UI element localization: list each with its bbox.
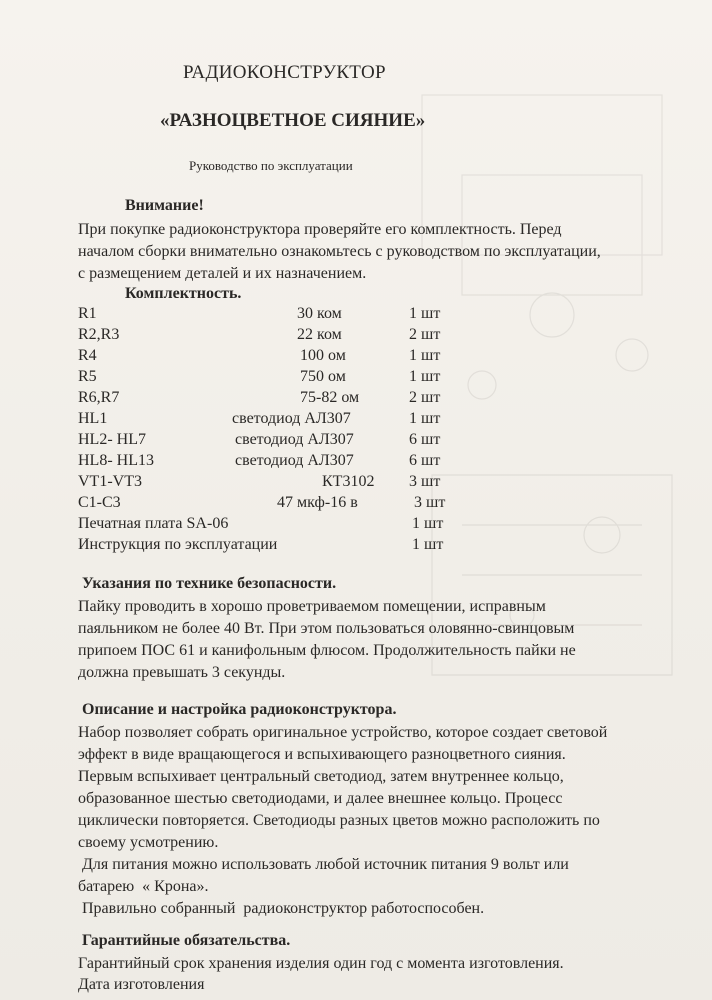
kit-item-name: Печатная плата SA-06 <box>78 515 229 532</box>
kit-row <box>0 368 712 390</box>
kit-item-qty: 3 шт <box>409 473 441 490</box>
kit-row <box>0 431 712 453</box>
kit-item-qty: 2 шт <box>409 326 441 343</box>
kit-item-qty: 3 шт <box>414 494 446 511</box>
kit-row <box>0 389 712 411</box>
description-line: Первым вспыхивает центральный светодиод, затем внутреннее кольцо, <box>78 768 564 785</box>
attention-line: началом сборки внимательно ознакомьтесь с руководством по эксплуатации, <box>78 243 601 260</box>
safety-line: Пайку проводить в хорошо проветриваемом помещении, исправным <box>78 598 546 615</box>
kit-item-name: Инструкция по эксплуатации <box>78 536 278 553</box>
safety-line: паяльником не более 40 Вт. При этом пользоваться оловянно-свинцовым <box>78 620 575 637</box>
kit-item-name: C1-C3 <box>78 494 121 511</box>
description-line: Правильно собранный радиоконструктор работоспособен. <box>78 900 485 917</box>
kit-row <box>0 305 712 327</box>
product-name: «РАЗНОЦВЕТНОЕ СИЯНИЕ» <box>160 110 426 131</box>
description-line: эффект в виде вращающегося и вспыхивающего разноцветного сияния. <box>78 746 566 763</box>
description-line: Для питания можно использовать любой источник питания 9 вольт или <box>78 856 569 873</box>
kit-item-name: VT1-VT3 <box>78 473 142 490</box>
description-line: своему усмотрению. <box>78 834 219 851</box>
kit-item-value: 22 ком <box>297 326 342 343</box>
kit-item-qty: 1 шт <box>409 410 441 427</box>
kit-item-name: HL8- HL13 <box>78 452 154 469</box>
kit-item-value: 30 ком <box>297 305 342 322</box>
kit-item-value: светодиод АЛ307 <box>232 410 351 427</box>
kit-row <box>0 326 712 348</box>
kit-heading: Комплектность. <box>125 285 242 302</box>
attention-line: с размещением деталей и их назначением. <box>78 265 367 282</box>
document-subtitle: Руководство по эксплуатации <box>189 158 353 173</box>
kit-item-qty: 1 шт <box>409 347 441 364</box>
kit-item-name: HL1 <box>78 410 108 427</box>
kit-item-value: КТ3102 <box>322 473 375 490</box>
kit-item-qty: 2 шт <box>409 389 441 406</box>
kit-item-qty: 1 шт <box>412 536 444 553</box>
kit-row <box>0 410 712 432</box>
kit-item-value: 47 мкф-16 в <box>277 494 358 511</box>
kit-item-name: HL2- HL7 <box>78 431 146 448</box>
kit-item-value: 750 ом <box>300 368 346 385</box>
kit-item-qty: 1 шт <box>412 515 444 532</box>
kit-row <box>0 515 712 537</box>
attention-heading: Внимание! <box>125 197 204 214</box>
description-heading: Описание и настройка радиоконструктора. <box>82 701 397 718</box>
kit-item-name: R5 <box>78 368 97 385</box>
kit-row <box>0 494 712 516</box>
kit-item-name: R2,R3 <box>78 326 120 343</box>
safety-line: припоем ПОС 61 и канифольным флюсом. Продолжительность пайки не <box>78 642 576 659</box>
kit-item-value: светодиод АЛ307 <box>235 431 354 448</box>
kit-row <box>0 452 712 474</box>
description-line: Набор позволяет собрать оригинальное устройство, которое создает световой <box>78 724 608 741</box>
kit-item-qty: 1 шт <box>409 305 441 322</box>
kit-item-value: 75-82 ом <box>300 389 360 406</box>
kit-item-qty: 6 шт <box>409 431 441 448</box>
warranty-heading: Гарантийные обязательства. <box>82 932 291 949</box>
kit-row <box>0 473 712 495</box>
kit-item-name: R6,R7 <box>78 389 120 406</box>
attention-line: При покупке радиоконструктора проверяйте его комплектность. Перед <box>78 221 562 238</box>
kit-item-qty: 1 шт <box>409 368 441 385</box>
safety-heading: Указания по технике безопасности. <box>82 575 337 592</box>
safety-line: должна превышать 3 секунды. <box>78 664 286 681</box>
kit-item-value: светодиод АЛ307 <box>235 452 354 469</box>
description-line: образованное шестью светодиодами, и далее внешнее кольцо. Процесс <box>78 790 563 807</box>
kit-row <box>0 347 712 369</box>
kit-item-name: R1 <box>78 305 97 322</box>
description-line: батарею « Крона». <box>78 878 209 895</box>
description-line: циклически повторяется. Светодиоды разных цветов можно расположить по <box>78 812 600 829</box>
warranty-line: Гарантийный срок хранения изделия один год с момента изготовления. <box>78 955 564 972</box>
warranty-line: Дата изготовления <box>78 976 205 993</box>
kit-item-qty: 6 шт <box>409 452 441 469</box>
kit-row <box>0 536 712 558</box>
kit-item-name: R4 <box>78 347 97 364</box>
kit-item-value: 100 ом <box>300 347 346 364</box>
document-title: РАДИОКОНСТРУКТОР <box>183 62 386 83</box>
